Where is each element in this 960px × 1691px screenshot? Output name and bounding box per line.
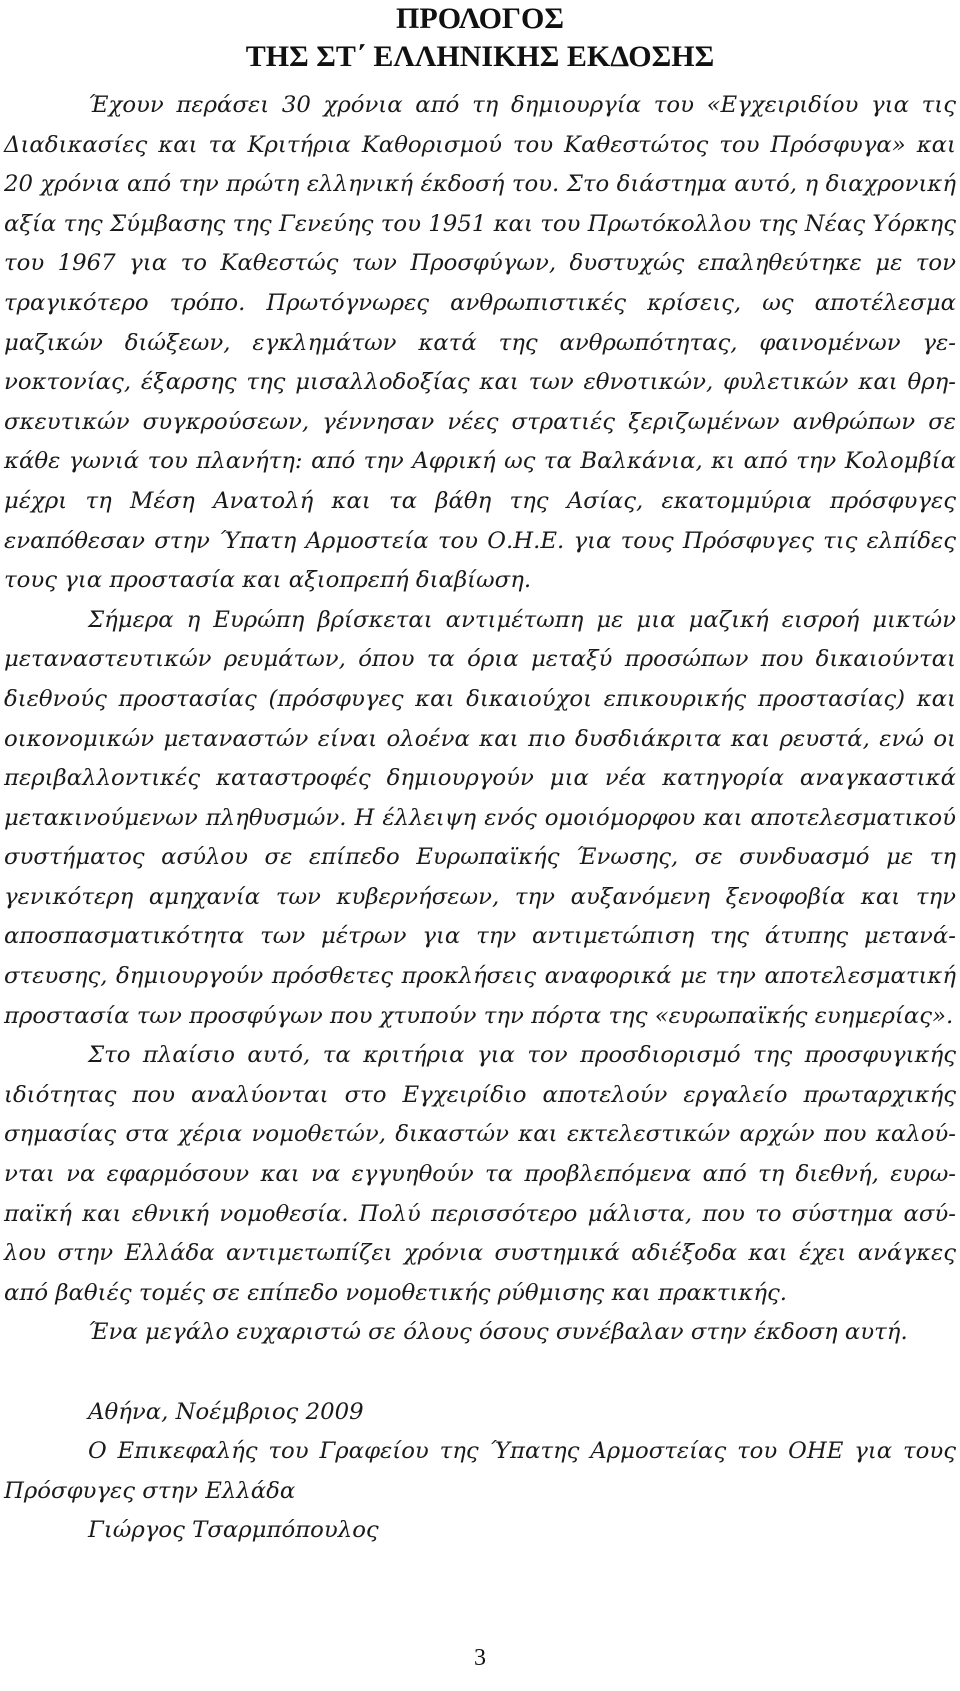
document-page — [4, 0, 956, 1691]
signature-name: Γιώργος Τσαρμπόπουλος — [88, 1517, 379, 1544]
heading-subtitle: ΤΗΣ ΣΤ΄ ΕΛΛΗΝΙΚΗΣ ΕΚΔΟΣΗΣ — [245, 40, 715, 73]
paragraph-3: Στο πλαίσιο αυτό, τα κριτήρια για τον προσδιορισμό της προσφυγικής ιδιότητας που αναλύονται στο Εγχειρίδιο αποτελούν εργαλείο πρωταρχικής σημασίας στα χέρια νομοθετών, δικαστών και εκτελεστικών αρχών που καλούνται να εφαρμόσουν και να εγγυηθούν τα προβλεπόμενα από τη διεθνή, ευρωπαϊκή και εθνική νομοθεσία. Πολύ περισσότερο μάλιστα, που το σύστημα ασύλου στην Ελλάδα αντιμετωπίζει χρόνια συστημικά αδιέξοδα και έχει ανάγκες από βαθιές τομές σε επίπεδο νομοθετικής ρύθμισης και πρακτικής. — [4, 1042, 956, 1306]
paragraph-1: Έχουν περάσει 30 χρόνια από τη δημιουργία του «Εγχειριδίου για τις Διαδικασίες και τα Κριτήρια Καθορισμού του Καθεστώτος του Πρόσφυγα» και 20 χρόνια από την πρώτη ελληνική έκδοσή του. Στο διάστημα αυτό, η διαχρονική αξία της Σύμβασης της Γενεύης του 1951 και του Πρωτόκολλου της Νέας Υόρκης του 1967 για το Καθεστώς των Προσφύγων, δυστυχώς επαληθεύτηκε με τον τραγικότερο τρόπο. Πρωτόγνωρες ανθρωπιστικές κρίσεις, ως αποτέλεσμα μαζικών διώξεων, εγκλημάτων κατά της ανθρωπότητας, φαινομένων γενοκτονίας, έξαρσης της μισαλλοδοξίας και των εθνοτικών, φυλετικών και θρησκευτικών συγκρούσεων, γέννησαν νέες στρατιές ξεριζωμένων ανθρώπων σε κάθε γωνιά του πλανήτη: από την Αφρική ως τα Βαλκάνια, κι από την Κολομβία μέχρι τη Μέση Ανατολή και τα βάθη της Ασίας, εκατομμύρια πρόσφυγες εναπόθεσαν στην Ύπατη Αρμοστεία του Ο.Η.Ε. για τους Πρόσφυγες τις ελπίδες τους για προστασία και αξιοπρεπή διαβίωση. — [4, 92, 956, 594]
paragraph-4: Ένα μεγάλο ευχαριστώ σε όλους όσους συνέβαλαν στην έκδοση αυτή. — [88, 1319, 908, 1346]
signature-place-date: Αθήνα, Νοέμβριος 2009 — [88, 1398, 364, 1425]
page-number: 3 — [474, 1645, 486, 1671]
signature-title: Ο Επικεφαλής του Γραφείου της Ύπατης Αρμοστείας του ΟΗΕ για τους Πρόσφυγες στην Ελλάδα — [4, 1438, 956, 1504]
paragraph-2: Σήμερα η Ευρώπη βρίσκεται αντιμέτωπη με μια μαζική εισροή μικτών μεταναστευτικών ρευμάτων, όπου τα όρια μεταξύ προσώπων που δικαιούνται διεθνούς προστασίας (πρόσφυγες και δικαιούχοι επικουρικής προστασίας) και οικονομικών μεταναστών είναι ολοένα και πιο δυσδιάκριτα και ρευστά, ενώ οι περιβαλλοντικές καταστροφές δημιουργούν μια νέα κατηγορία αναγκαστικά μετακινούμενων πληθυσμών. Η έλλειψη ενός ομοιόμορφου και αποτελεσματικού συστήματος ασύλου σε επίπεδο Ευρωπαϊκής Ένωσης, σε συνδυασμό με τη γενικότερη αμηχανία των κυβερνήσεων, την αυξανόμενη ξενοφοβία και την αποσπασματικότητα των μέτρων για την αντιμετώπιση της άτυπης μετανάστευσης, δημιουργούν πρόσθετες προκλήσεις αναφορικά με την αποτελεσματική προστασία των προσφύγων που χτυπούν την πόρτα της «ευρωπαϊκής ευημερίας». — [4, 606, 956, 1029]
preface-body — [4, 86, 956, 1551]
heading-title: ΠΡΟΛΟΓΟΣ — [396, 2, 564, 35]
spacer — [4, 1353, 956, 1393]
preface-heading — [4, 0, 956, 76]
